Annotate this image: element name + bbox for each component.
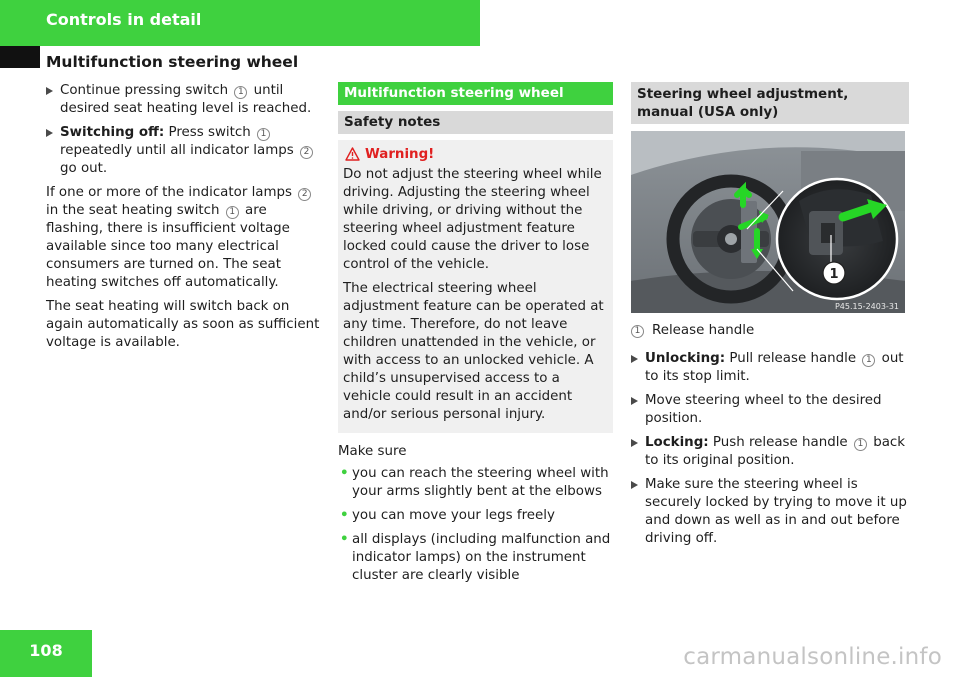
warning-heading: Warning! bbox=[343, 146, 607, 164]
instruction-step: Locking: Push release handle 1 back to its original position. bbox=[631, 434, 909, 470]
arrow-bullet-icon bbox=[631, 481, 638, 489]
warning-box bbox=[338, 140, 613, 433]
body-paragraph: If one or more of the indicator lamps 2 in the seat heating switch 1 are flashing, there is insufficient voltage available since too many electrical consumers are turned on. The seat heating switches off automatically. bbox=[46, 184, 324, 292]
arrow-bullet-icon bbox=[631, 439, 638, 447]
arrow-bullet-icon bbox=[46, 129, 53, 137]
arrow-bullet-icon bbox=[631, 397, 638, 405]
section-tab bbox=[0, 0, 480, 46]
page-number: 108 bbox=[29, 641, 63, 660]
watermark: carmanualsonline.info bbox=[683, 644, 942, 670]
page-subtitle: Multifunction steering wheel bbox=[46, 53, 299, 71]
subsection-heading: Safety notes bbox=[338, 111, 613, 134]
bullet-dot-icon: • bbox=[340, 466, 349, 481]
warning-text: The electrical steering wheel adjustment feature can be operated at any time. Therefore, do not leave children unattended in the vehicle, or with access to an unlocked vehicle. A child’s unsupervised access to a vehicle could result in an accident and/or serious personal injury. bbox=[343, 281, 604, 422]
instruction-step: Make sure the steering wheel is securely locked by trying to move it up and down as well as in and out before driving off. bbox=[631, 476, 909, 548]
column-left bbox=[46, 82, 324, 358]
list-item: • you can move your legs freely bbox=[340, 508, 555, 523]
callout-number: 1 bbox=[226, 206, 239, 219]
column-right bbox=[631, 82, 909, 554]
arrow-bullet-icon bbox=[631, 355, 638, 363]
photo-callout-number: 1 bbox=[829, 267, 839, 282]
callout-number: 1 bbox=[862, 354, 875, 367]
warning-text: Do not adjust the steering wheel while driving. Adjusting the steering wheel while driving, or driving without the steering wheel adjustment feature locked could cause the driver to lose control of the vehicle. bbox=[343, 167, 602, 272]
arrow-bullet-icon bbox=[46, 87, 53, 95]
instruction-step: Continue pressing switch 1 until desired seat heating level is reached. bbox=[46, 82, 324, 118]
warning-triangle-icon bbox=[345, 147, 360, 167]
page-marker bbox=[0, 46, 40, 68]
callout-number: 1 bbox=[854, 438, 867, 451]
page-number-box bbox=[0, 630, 92, 677]
bullet-dot-icon: • bbox=[340, 508, 349, 523]
image-caption: 1 Release handle bbox=[631, 322, 909, 340]
column-middle bbox=[338, 82, 613, 591]
section-heading: Multifunction steering wheel bbox=[338, 82, 613, 105]
callout-number: 2 bbox=[300, 146, 313, 159]
body-paragraph: The seat heating will switch back on again automatically as soon as sufficient voltage is available. bbox=[46, 299, 320, 350]
instruction-step: Switching off: Press switch 1 repeatedly until all indicator lamps 2 go out. bbox=[46, 124, 324, 178]
callout-number: 1 bbox=[631, 325, 644, 338]
body-paragraph: Make sure bbox=[338, 444, 407, 459]
instruction-step: Unlocking: Pull release handle 1 out to its stop limit. bbox=[631, 350, 909, 386]
steering-wheel-photo bbox=[631, 131, 905, 313]
callout-number: 2 bbox=[298, 188, 311, 201]
list-item: • you can reach the steering wheel with your arms slightly bent at the elbows bbox=[340, 466, 609, 499]
callout-number: 1 bbox=[234, 86, 247, 99]
callout-number: 1 bbox=[257, 128, 270, 141]
image-code: P45.15-2403-31 bbox=[834, 302, 899, 311]
list-item: • all displays (including malfunction and indicator lamps) on the instrument cluster are clearly visible bbox=[340, 532, 611, 583]
section-title: Controls in detail bbox=[46, 10, 202, 29]
section-heading: Steering wheel adjustment, manual (USA only) bbox=[631, 82, 909, 124]
bullet-dot-icon: • bbox=[340, 532, 349, 547]
instruction-step: Move steering wheel to the desired position. bbox=[631, 392, 909, 428]
